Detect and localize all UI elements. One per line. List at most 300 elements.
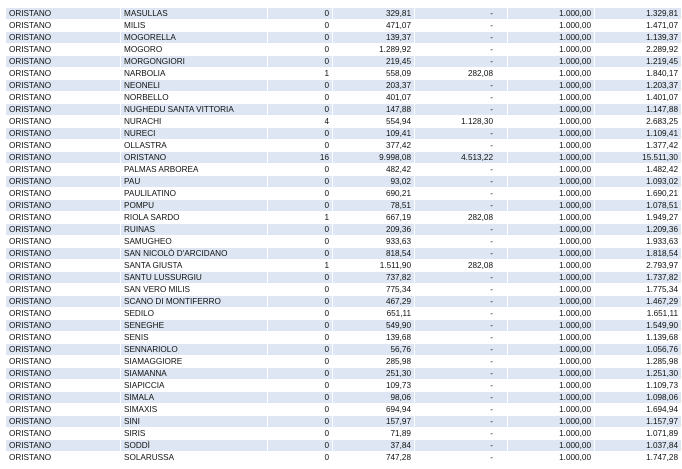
amount-a-cell: 401,07 — [333, 92, 415, 104]
amount-b-cell: - — [415, 128, 508, 140]
province-cell: ORISTANO — [6, 452, 121, 464]
table-row — [6, 188, 682, 200]
total-cell: 1.203,37 — [595, 80, 682, 92]
municipality-cell: MOGORELLA — [121, 32, 268, 44]
municipality-cell: MILIS — [121, 20, 268, 32]
table-row — [6, 200, 682, 212]
total-cell: 1.093,02 — [595, 176, 682, 188]
amount-a-cell: 329,81 — [333, 8, 415, 20]
province-cell: ORISTANO — [6, 212, 121, 224]
table-row — [6, 260, 682, 272]
fixed-amount-cell: 1.000,00 — [508, 188, 595, 200]
amount-b-cell: 1.128,30 — [415, 116, 508, 128]
province-cell: ORISTANO — [6, 332, 121, 344]
table-row — [6, 356, 682, 368]
amount-b-cell: - — [415, 104, 508, 116]
province-cell: ORISTANO — [6, 152, 121, 164]
total-cell: 1.037,84 — [595, 440, 682, 452]
fixed-amount-cell: 1.000,00 — [508, 368, 595, 380]
amount-b-cell: - — [415, 8, 508, 20]
table-row — [6, 164, 682, 176]
amount-a-cell: 694,94 — [333, 404, 415, 416]
province-cell: ORISTANO — [6, 188, 121, 200]
province-cell: ORISTANO — [6, 20, 121, 32]
province-cell: ORISTANO — [6, 440, 121, 452]
table-row — [6, 20, 682, 32]
fixed-amount-cell: 1.000,00 — [508, 176, 595, 188]
table-row — [6, 440, 682, 452]
municipality-cell: SEDILO — [121, 308, 268, 320]
fixed-amount-cell: 1.000,00 — [508, 80, 595, 92]
total-cell: 1.818,54 — [595, 248, 682, 260]
fixed-amount-cell: 1.000,00 — [508, 284, 595, 296]
amount-b-cell: - — [415, 404, 508, 416]
count-cell: 0 — [268, 164, 333, 176]
count-cell: 1 — [268, 68, 333, 80]
fixed-amount-cell: 1.000,00 — [508, 332, 595, 344]
count-cell: 0 — [268, 56, 333, 68]
province-cell: ORISTANO — [6, 44, 121, 56]
count-cell: 0 — [268, 92, 333, 104]
fixed-amount-cell: 1.000,00 — [508, 164, 595, 176]
table-row — [6, 296, 682, 308]
municipality-cell: PAULILATINO — [121, 188, 268, 200]
fixed-amount-cell: 1.000,00 — [508, 416, 595, 428]
total-cell: 1.401,07 — [595, 92, 682, 104]
amount-b-cell: - — [415, 392, 508, 404]
total-cell: 1.694,94 — [595, 404, 682, 416]
municipality-cell: ORISTANO — [121, 152, 268, 164]
total-cell: 1.471,07 — [595, 20, 682, 32]
amount-b-cell: - — [415, 188, 508, 200]
fixed-amount-cell: 1.000,00 — [508, 248, 595, 260]
province-cell: ORISTANO — [6, 200, 121, 212]
total-cell: 1.109,41 — [595, 128, 682, 140]
fixed-amount-cell: 1.000,00 — [508, 32, 595, 44]
fixed-amount-cell: 1.000,00 — [508, 236, 595, 248]
amount-a-cell: 667,19 — [333, 212, 415, 224]
table-row — [6, 68, 682, 80]
municipality-cell: OLLASTRA — [121, 140, 268, 152]
count-cell: 0 — [268, 368, 333, 380]
count-cell: 0 — [268, 284, 333, 296]
count-cell: 0 — [268, 296, 333, 308]
amount-a-cell: 651,11 — [333, 308, 415, 320]
total-cell: 1.775,34 — [595, 284, 682, 296]
count-cell: 0 — [268, 20, 333, 32]
amount-a-cell: 467,29 — [333, 296, 415, 308]
fixed-amount-cell: 1.000,00 — [508, 320, 595, 332]
fixed-amount-cell: 1.000,00 — [508, 452, 595, 464]
municipality-cell: SENEGHE — [121, 320, 268, 332]
amount-b-cell: - — [415, 164, 508, 176]
municipality-cell: MOGORO — [121, 44, 268, 56]
province-cell: ORISTANO — [6, 368, 121, 380]
amount-b-cell: - — [415, 296, 508, 308]
province-cell: ORISTANO — [6, 140, 121, 152]
count-cell: 0 — [268, 80, 333, 92]
amount-b-cell: 282,08 — [415, 212, 508, 224]
table-body — [6, 8, 682, 464]
count-cell: 1 — [268, 212, 333, 224]
amount-a-cell: 558,09 — [333, 68, 415, 80]
fixed-amount-cell: 1.000,00 — [508, 116, 595, 128]
amount-b-cell: - — [415, 380, 508, 392]
province-cell: ORISTANO — [6, 128, 121, 140]
table-row — [6, 8, 682, 20]
count-cell: 0 — [268, 440, 333, 452]
table-row — [6, 428, 682, 440]
amount-a-cell: 56,76 — [333, 344, 415, 356]
table-row — [6, 284, 682, 296]
amount-b-cell: 4.513,22 — [415, 152, 508, 164]
fixed-amount-cell: 1.000,00 — [508, 392, 595, 404]
province-cell: ORISTANO — [6, 356, 121, 368]
total-cell: 2.683,25 — [595, 116, 682, 128]
fixed-amount-cell: 1.000,00 — [508, 200, 595, 212]
municipality-cell: SIMAXIS — [121, 404, 268, 416]
province-cell: ORISTANO — [6, 92, 121, 104]
fixed-amount-cell: 1.000,00 — [508, 356, 595, 368]
province-cell: ORISTANO — [6, 260, 121, 272]
total-cell: 1.467,29 — [595, 296, 682, 308]
province-cell: ORISTANO — [6, 308, 121, 320]
amount-b-cell: - — [415, 440, 508, 452]
fixed-amount-cell: 1.000,00 — [508, 56, 595, 68]
total-cell: 1.690,21 — [595, 188, 682, 200]
count-cell: 0 — [268, 224, 333, 236]
amount-a-cell: 109,73 — [333, 380, 415, 392]
total-cell: 1.219,45 — [595, 56, 682, 68]
total-cell: 1.377,42 — [595, 140, 682, 152]
amount-a-cell: 203,37 — [333, 80, 415, 92]
amount-b-cell: - — [415, 92, 508, 104]
table-row — [6, 236, 682, 248]
municipality-cell: PAU — [121, 176, 268, 188]
amount-a-cell: 818,54 — [333, 248, 415, 260]
province-cell: ORISTANO — [6, 284, 121, 296]
municipality-cell: POMPU — [121, 200, 268, 212]
count-cell: 0 — [268, 308, 333, 320]
municipality-cell: SIMALA — [121, 392, 268, 404]
municipality-cell: RUINAS — [121, 224, 268, 236]
table-row — [6, 308, 682, 320]
table-row — [6, 152, 682, 164]
fixed-amount-cell: 1.000,00 — [508, 428, 595, 440]
province-cell: ORISTANO — [6, 68, 121, 80]
amount-a-cell: 147,88 — [333, 104, 415, 116]
municipality-cell: RIOLA SARDO — [121, 212, 268, 224]
fixed-amount-cell: 1.000,00 — [508, 20, 595, 32]
amount-a-cell: 78,51 — [333, 200, 415, 212]
amount-a-cell: 377,42 — [333, 140, 415, 152]
amount-a-cell: 157,97 — [333, 416, 415, 428]
amount-a-cell: 1.511,90 — [333, 260, 415, 272]
count-cell: 0 — [268, 320, 333, 332]
total-cell: 1.109,73 — [595, 380, 682, 392]
total-cell: 1.737,82 — [595, 272, 682, 284]
amount-a-cell: 285,98 — [333, 356, 415, 368]
amount-b-cell: - — [415, 272, 508, 284]
municipality-cell: MASULLAS — [121, 8, 268, 20]
amount-a-cell: 71,89 — [333, 428, 415, 440]
amount-a-cell: 93,02 — [333, 176, 415, 188]
province-cell: ORISTANO — [6, 320, 121, 332]
count-cell: 4 — [268, 116, 333, 128]
fixed-amount-cell: 1.000,00 — [508, 44, 595, 56]
total-cell: 2.289,92 — [595, 44, 682, 56]
amount-a-cell: 139,37 — [333, 32, 415, 44]
total-cell: 1.147,88 — [595, 104, 682, 116]
table-row — [6, 272, 682, 284]
municipality-cell: SOLARUSSA — [121, 452, 268, 464]
amount-b-cell: - — [415, 56, 508, 68]
fixed-amount-cell: 1.000,00 — [508, 344, 595, 356]
count-cell: 0 — [268, 32, 333, 44]
municipality-cell: MORGONGIORI — [121, 56, 268, 68]
total-cell: 1.840,17 — [595, 68, 682, 80]
amount-b-cell: - — [415, 356, 508, 368]
municipality-cell: SIRIS — [121, 428, 268, 440]
fixed-amount-cell: 1.000,00 — [508, 308, 595, 320]
fixed-amount-cell: 1.000,00 — [508, 128, 595, 140]
total-cell: 15.511,30 — [595, 152, 682, 164]
count-cell: 0 — [268, 140, 333, 152]
count-cell: 0 — [268, 236, 333, 248]
municipality-cell: SCANO DI MONTIFERRO — [121, 296, 268, 308]
amount-b-cell: - — [415, 80, 508, 92]
count-cell: 0 — [268, 356, 333, 368]
province-cell: ORISTANO — [6, 344, 121, 356]
fixed-amount-cell: 1.000,00 — [508, 404, 595, 416]
province-cell: ORISTANO — [6, 224, 121, 236]
fixed-amount-cell: 1.000,00 — [508, 140, 595, 152]
province-cell: ORISTANO — [6, 80, 121, 92]
table-row — [6, 32, 682, 44]
count-cell: 0 — [268, 200, 333, 212]
count-cell: 0 — [268, 272, 333, 284]
fixed-amount-cell: 1.000,00 — [508, 152, 595, 164]
municipality-cell: NARBOLIA — [121, 68, 268, 80]
table-row — [6, 104, 682, 116]
amount-a-cell: 209,36 — [333, 224, 415, 236]
amount-a-cell: 109,41 — [333, 128, 415, 140]
table-row — [6, 128, 682, 140]
amount-b-cell: - — [415, 284, 508, 296]
municipality-cell: SIAPICCIA — [121, 380, 268, 392]
table-row — [6, 248, 682, 260]
province-cell: ORISTANO — [6, 176, 121, 188]
fixed-amount-cell: 1.000,00 — [508, 92, 595, 104]
total-cell: 1.078,51 — [595, 200, 682, 212]
amount-b-cell: - — [415, 224, 508, 236]
table-row — [6, 176, 682, 188]
amount-b-cell: - — [415, 320, 508, 332]
fixed-amount-cell: 1.000,00 — [508, 272, 595, 284]
fixed-amount-cell: 1.000,00 — [508, 296, 595, 308]
amount-a-cell: 251,30 — [333, 368, 415, 380]
amount-a-cell: 775,34 — [333, 284, 415, 296]
province-cell: ORISTANO — [6, 56, 121, 68]
table-row — [6, 92, 682, 104]
municipality-cell: SAN VERO MILIS — [121, 284, 268, 296]
fixed-amount-cell: 1.000,00 — [508, 104, 595, 116]
total-cell: 1.139,37 — [595, 32, 682, 44]
municipality-cell: NUGHEDU SANTA VITTORIA — [121, 104, 268, 116]
amount-a-cell: 471,07 — [333, 20, 415, 32]
amount-b-cell: - — [415, 308, 508, 320]
count-cell: 0 — [268, 188, 333, 200]
province-cell: ORISTANO — [6, 428, 121, 440]
count-cell: 0 — [268, 176, 333, 188]
table-row — [6, 140, 682, 152]
amount-b-cell: - — [415, 452, 508, 464]
table-row — [6, 224, 682, 236]
amount-a-cell: 1.289,92 — [333, 44, 415, 56]
municipality-cell: SANTU LUSSURGIU — [121, 272, 268, 284]
amount-a-cell: 747,28 — [333, 452, 415, 464]
municipality-cell: SANTA GIUSTA — [121, 260, 268, 272]
amount-a-cell: 482,42 — [333, 164, 415, 176]
count-cell: 16 — [268, 152, 333, 164]
province-cell: ORISTANO — [6, 272, 121, 284]
amount-a-cell: 37,84 — [333, 440, 415, 452]
municipality-cell: SAMUGHEO — [121, 236, 268, 248]
table-row — [6, 368, 682, 380]
table-row — [6, 212, 682, 224]
fixed-amount-cell: 1.000,00 — [508, 212, 595, 224]
municipality-cell: SENIS — [121, 332, 268, 344]
amount-b-cell: - — [415, 428, 508, 440]
total-cell: 1.071,89 — [595, 428, 682, 440]
fixed-amount-cell: 1.000,00 — [508, 380, 595, 392]
total-cell: 1.549,90 — [595, 320, 682, 332]
province-cell: ORISTANO — [6, 164, 121, 176]
municipality-cell: SIAMANNA — [121, 368, 268, 380]
table-row — [6, 44, 682, 56]
municipality-cell: NURECI — [121, 128, 268, 140]
amount-b-cell: 282,08 — [415, 260, 508, 272]
province-cell: ORISTANO — [6, 116, 121, 128]
count-cell: 0 — [268, 380, 333, 392]
amount-b-cell: - — [415, 32, 508, 44]
amount-a-cell: 98,06 — [333, 392, 415, 404]
fixed-amount-cell: 1.000,00 — [508, 224, 595, 236]
amount-b-cell: - — [415, 44, 508, 56]
total-cell: 1.098,06 — [595, 392, 682, 404]
total-cell: 1.329,81 — [595, 8, 682, 20]
municipality-cell: PALMAS ARBOREA — [121, 164, 268, 176]
amount-a-cell: 690,21 — [333, 188, 415, 200]
province-cell: ORISTANO — [6, 32, 121, 44]
total-cell: 1.747,28 — [595, 452, 682, 464]
amount-b-cell: 282,08 — [415, 68, 508, 80]
amount-a-cell: 219,45 — [333, 56, 415, 68]
fixed-amount-cell: 1.000,00 — [508, 260, 595, 272]
count-cell: 0 — [268, 8, 333, 20]
amount-b-cell: - — [415, 200, 508, 212]
count-cell: 0 — [268, 248, 333, 260]
table-row — [6, 380, 682, 392]
amount-a-cell: 933,63 — [333, 236, 415, 248]
municipality-cell: SINI — [121, 416, 268, 428]
amount-a-cell: 9.998,08 — [333, 152, 415, 164]
amount-b-cell: - — [415, 368, 508, 380]
total-cell: 1.056,76 — [595, 344, 682, 356]
amount-a-cell: 139,68 — [333, 332, 415, 344]
total-cell: 1.251,30 — [595, 368, 682, 380]
table-row — [6, 116, 682, 128]
fixed-amount-cell: 1.000,00 — [508, 8, 595, 20]
amount-b-cell: - — [415, 176, 508, 188]
table-row — [6, 80, 682, 92]
municipality-cell: NEONELI — [121, 80, 268, 92]
count-cell: 0 — [268, 404, 333, 416]
table-row — [6, 392, 682, 404]
municipality-cell: SAN NICOLÒ D'ARCIDANO — [121, 248, 268, 260]
table-row — [6, 332, 682, 344]
amount-a-cell: 549,90 — [333, 320, 415, 332]
fixed-amount-cell: 1.000,00 — [508, 68, 595, 80]
count-cell: 0 — [268, 452, 333, 464]
amount-b-cell: - — [415, 140, 508, 152]
fixed-amount-cell: 1.000,00 — [508, 440, 595, 452]
amount-b-cell: - — [415, 236, 508, 248]
municipality-cell: SODDÌ — [121, 440, 268, 452]
province-cell: ORISTANO — [6, 404, 121, 416]
total-cell: 1.139,68 — [595, 332, 682, 344]
municipality-cell: NORBELLO — [121, 92, 268, 104]
municipality-table — [5, 8, 682, 464]
total-cell: 1.285,98 — [595, 356, 682, 368]
total-cell: 1.933,63 — [595, 236, 682, 248]
count-cell: 0 — [268, 332, 333, 344]
amount-b-cell: - — [415, 332, 508, 344]
amount-a-cell: 554,94 — [333, 116, 415, 128]
count-cell: 0 — [268, 344, 333, 356]
total-cell: 1.157,97 — [595, 416, 682, 428]
table-row — [6, 452, 682, 464]
table-row — [6, 56, 682, 68]
amount-a-cell: 737,82 — [333, 272, 415, 284]
municipality-cell: SIAMAGGIORE — [121, 356, 268, 368]
province-cell: ORISTANO — [6, 8, 121, 20]
province-cell: ORISTANO — [6, 296, 121, 308]
count-cell: 1 — [268, 260, 333, 272]
count-cell: 0 — [268, 104, 333, 116]
province-cell: ORISTANO — [6, 236, 121, 248]
table-row — [6, 320, 682, 332]
municipality-cell: SENNARIOLO — [121, 344, 268, 356]
count-cell: 0 — [268, 44, 333, 56]
total-cell: 1.651,11 — [595, 308, 682, 320]
province-cell: ORISTANO — [6, 380, 121, 392]
municipality-cell: NURACHI — [121, 116, 268, 128]
province-cell: ORISTANO — [6, 248, 121, 260]
province-cell: ORISTANO — [6, 416, 121, 428]
province-cell: ORISTANO — [6, 104, 121, 116]
table-row — [6, 344, 682, 356]
province-cell: ORISTANO — [6, 392, 121, 404]
count-cell: 0 — [268, 128, 333, 140]
total-cell: 2.793,97 — [595, 260, 682, 272]
table-row — [6, 404, 682, 416]
amount-b-cell: - — [415, 248, 508, 260]
count-cell: 0 — [268, 428, 333, 440]
total-cell: 1.482,42 — [595, 164, 682, 176]
amount-b-cell: - — [415, 344, 508, 356]
total-cell: 1.949,27 — [595, 212, 682, 224]
